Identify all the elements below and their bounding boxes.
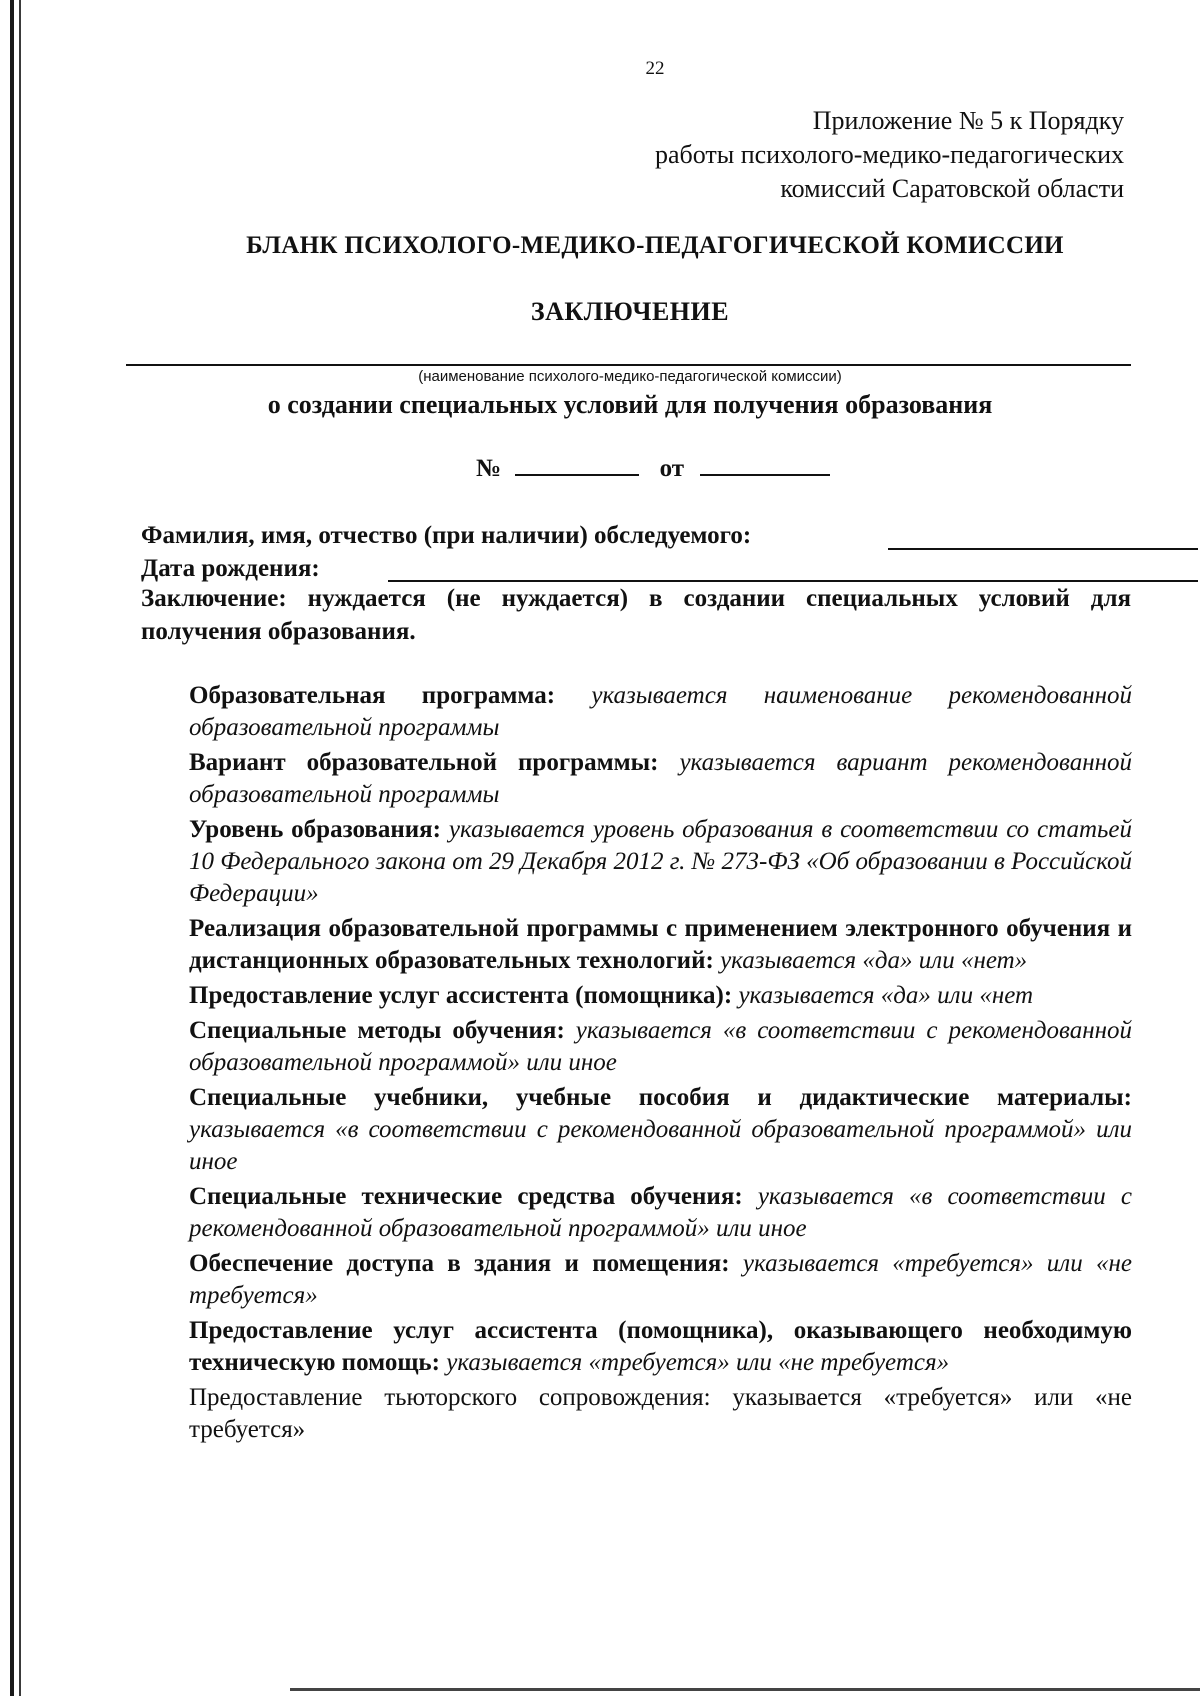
program-item-value: указывается «в соответствии с рекомендованной образовательной программой» или иное [189,1017,1133,1076]
program-item-value: указывается «в соответствии с рекомендованной образовательной программой» или иное [189,1183,1132,1242]
program-item-label: Предоставление тьюторского сопровождения: [189,1384,711,1411]
program-item [189,1015,1132,1079]
program-item-label: Вариант образовательной программы: [189,749,659,776]
program-item-label: Специальные методы обучения: [189,1017,565,1044]
number-date-row [476,454,830,483]
appendix-line-2: работы психолого-медико-педагогических [654,140,1124,169]
number-blank [515,454,639,476]
blank-title: БЛАНК ПСИХОЛОГО-МЕДИКО-ПЕДАГОГИЧЕСКОЙ КОМИССИИ [246,232,1064,259]
program-item-value: указывается уровень образования в соответствии со статьей 10 Федерального закона от 29 Декабря 2012 г. № 273-ФЗ «Об образовании в Российской Федерации» [189,816,1133,907]
program-item-label: Реализация образовательной программы с применением электронного обучения и дистанционных образовательных технологий: [189,915,1132,974]
birth-date-label: Дата рождения: [141,555,320,582]
program-item-value: указывается «да» или «нет [738,982,1034,1009]
program-item-label: Образовательная программа: [189,682,556,709]
appendix-line-1: Приложение № 5 к Порядку [812,106,1124,135]
page-number: 22 [645,58,665,79]
program-item-value: указывается «требуется» или «не требуется» [189,1384,1133,1443]
full-name-label: Фамилия, имя, отчество (при наличии) обследуемого: [141,522,752,549]
program-item [189,1082,1132,1178]
program-conditions-list [189,680,1132,1449]
program-item-label: Обеспечение доступа в здания и помещения: [189,1250,730,1277]
program-item-value: указывается «в соответствии с рекомендованной образовательной программой» или иное [189,1116,1132,1175]
appendix-line-3: комиссий Саратовской области [780,174,1124,203]
conclusion-subject: о создании специальных условий для получения образования [267,390,993,419]
program-item-value: указывается «требуется» или «не требуется» [189,1250,1133,1309]
program-item [189,747,1132,811]
program-item-value: указывается «да» или «нет» [720,947,1028,974]
program-item [189,680,1132,744]
program-item [189,814,1132,910]
program-item-label: Предоставление услуг ассистента (помощника): [189,982,733,1009]
number-label: № [476,455,502,482]
conclusion-title: ЗАКЛЮЧЕНИЕ [530,297,730,326]
program-item-label: Специальные учебники, учебные пособия и дидактические материалы: [189,1084,1132,1111]
date-blank [700,454,830,476]
conclusion-statement: Заключение: нуждается (не нуждается) в создании специальных условий для получения образования. [141,585,1131,645]
program-item [189,1315,1132,1379]
program-item [189,913,1132,977]
commission-name-line [126,364,1131,366]
program-item-label: Уровень образования: [189,816,442,843]
program-item [189,1382,1132,1446]
program-item [189,980,1132,1012]
program-item-label: Предоставление услуг ассистента (помощника), оказывающего необходимую техническую помощь: [189,1317,1132,1376]
program-item-value: указывается «требуется» или «не требуется» [446,1349,950,1376]
program-item-value: указывается наименование рекомендованной образовательной программы [189,682,1133,741]
commission-name-caption: (наименование психолого-медико-педагогической комиссии) [418,368,842,385]
scan-edge-bottom [290,1688,1200,1691]
program-item-value: указывается вариант рекомендованной образовательной программы [189,749,1132,808]
program-item [189,1181,1132,1245]
program-item [189,1248,1132,1312]
appendix-reference [655,104,1124,206]
program-item-label: Специальные технические средства обучения: [189,1183,743,1210]
full-name-blank [888,548,1198,550]
date-from-label: от [659,455,685,482]
